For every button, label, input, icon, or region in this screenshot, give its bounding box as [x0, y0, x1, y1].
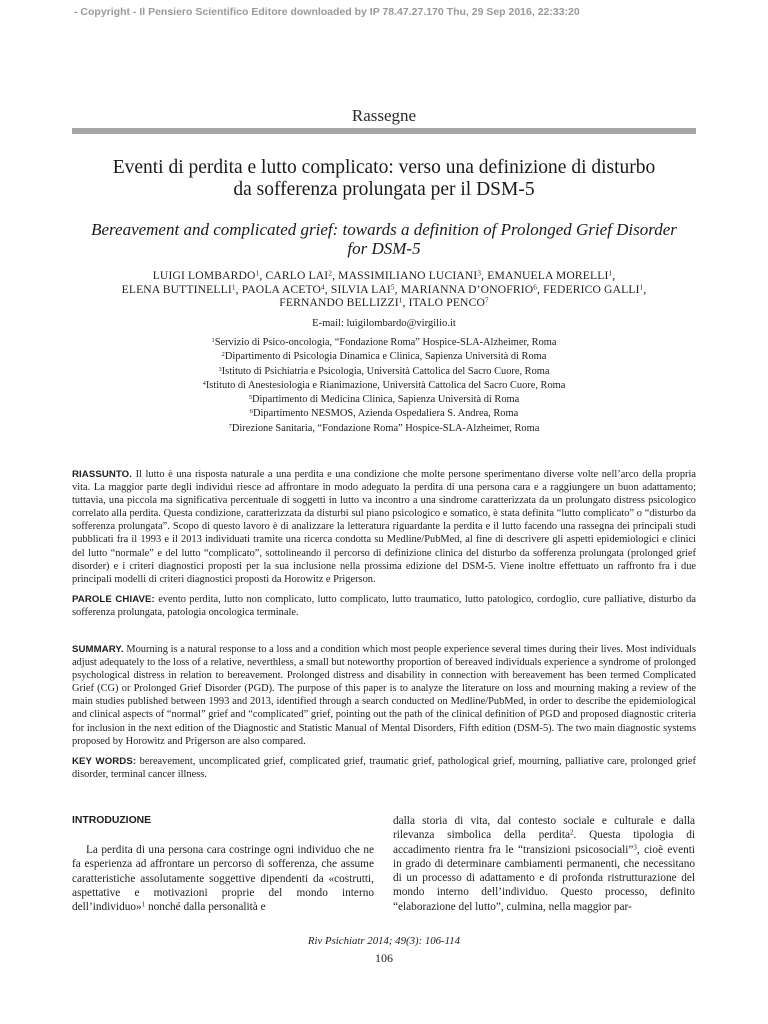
body-text: nonché dalla personalità e [145, 901, 266, 914]
parole-chiave-block [72, 593, 696, 619]
author-name: FERNANDO BELLIZZI [279, 296, 399, 309]
journal-citation: Riv Psichiatr 2014; 49(3): 106-114 [307, 935, 461, 947]
introduzione-heading: INTRODUZIONE [72, 815, 152, 826]
author-affiliation-mark: 5 [390, 282, 395, 291]
title-italian-line: da sofferenza prolungata per il DSM-5 [233, 179, 535, 200]
author-line [72, 269, 696, 283]
affiliation-number: 4 [202, 379, 206, 387]
author-line [72, 283, 696, 297]
body-paragraph [72, 843, 374, 914]
affiliation-item [72, 393, 696, 407]
author-name: CARLO LAI [265, 269, 329, 282]
affiliation-item [72, 379, 696, 393]
affiliation-item [72, 422, 696, 436]
author-affiliation-mark: 1 [231, 282, 236, 291]
reference-mark: 2 [570, 828, 574, 837]
body-text: . Questa tipologia di accadimento rientra fra le “transizioni psicosociali” [393, 829, 695, 856]
author-affiliation-mark: 1 [398, 296, 403, 305]
affiliation-text: Servizio di Psico-oncologia, “Fondazione Roma” Hospice-SLA-Alzheimer, Roma [214, 337, 557, 348]
author-separator: , [537, 282, 544, 296]
author-separator: , [332, 269, 339, 282]
author-affiliation-mark: 7 [484, 296, 489, 305]
author-name: PAOLA ACETO [241, 282, 322, 296]
body-text: , cioè eventi in grado di determinare cambiamenti permanenti, che necessitano di un processo di adattamento e di profonda ristrutturazione del mondo interno dell’individuo. Questo processo, definito “elaborazione del lutto”, culmina, nella maggior par- [393, 843, 696, 913]
copyright-notice: - Copyright - Il Pensiero Scientifico Editore downloaded by IP 78.47.27.170 Thu, 29 Sep 2016, 22:33:20 [74, 6, 580, 18]
affiliation-item [72, 350, 696, 364]
author-name: FEDERICO GALLI [543, 282, 640, 296]
author-affiliation-mark: 1 [255, 269, 260, 278]
body-column-left [72, 843, 374, 914]
parole-chiave-paragraph [72, 593, 696, 619]
affiliation-text: Istituto di Psichiatria e Psicologia, Università Cattolica del Sacro Cuore, Roma [221, 365, 550, 377]
page-number: 106 [375, 951, 393, 965]
affiliation-item [72, 407, 696, 421]
summary-paragraph [72, 643, 696, 748]
key-words-block [72, 755, 696, 781]
author-name: SILVIA LAI [330, 282, 391, 296]
affiliation-number: 5 [248, 393, 252, 401]
author-list [72, 269, 696, 310]
author-affiliation-mark: 1 [639, 282, 644, 291]
author-name: ELENA BUTTINELLI [121, 282, 232, 296]
author-separator: , [324, 282, 331, 296]
riassunto-text: Il lutto è una risposta naturale a una perdita e una condizione che molte persone sperimentano diverse volte nell’arco della propria vita. La maggior parte degli individui riesce ad affrontare in modo adeguato la perdita di una persona cara e a raggiungere un buon adattamento; tuttavia, una piccola ma significativa percentuale di soggetti in lutto va incontro a una sindrome caratterizzata da un prolungato distress psicologico correlato alla perdita. Questa condizione, caratterizzata da disturbi sul piano psicologico e somatico, è stata definita “lutto complicato” o “disturbo da sofferenza prolungata”. Scopo di questo lavoro è di analizzare la letteratura riguardante la perdita e il lutto facendo una rassegna dei principali studi pubblicati fra il 1993 e il 2013 individuati tramite una ricerca condotta su Medline/PubMed, al fine di descrivere gli aspetti epidemiologici e clinici del lutto “normale” e del lutto “complicato”, sottolineando il percorso di definizione clinica del disturbo da sofferenza prolungata (prolonged grief disorder) e i criteri diagnostici proposti per la sua inclusione nella prossima edizione del DSM-5. Viene inoltre effettuato un raffronto fra i due principali modelli di criteri diagnostici proposti da Horowitz e Prigerson. [72, 469, 696, 585]
summary-label: SUMMARY. [72, 644, 124, 655]
riassunto-block [72, 468, 696, 586]
author-line [72, 296, 696, 310]
author-affiliation-mark: 6 [533, 282, 538, 291]
author-name: LUIGI LOMBARDO [152, 269, 256, 282]
body-paragraph [393, 814, 695, 914]
parole-chiave-label: PAROLE CHIAVE: [72, 594, 155, 605]
author-separator: , [394, 282, 401, 296]
key-words-paragraph [72, 755, 696, 781]
author-affiliation-mark: 4 [321, 282, 325, 291]
author-separator: , [612, 269, 616, 282]
summary-block [72, 643, 696, 748]
author-affiliation-mark: 2 [328, 269, 333, 278]
author-name: EMANUELA MORELLI [487, 269, 609, 282]
riassunto-label: RIASSUNTO. [72, 469, 132, 480]
affiliation-number: 6 [249, 408, 253, 416]
title-english-line: for DSM-5 [347, 239, 421, 258]
affiliation-item [72, 336, 696, 350]
author-separator: , [481, 269, 488, 282]
author-separator: , [259, 269, 266, 282]
affiliation-item [72, 365, 696, 379]
reference-mark: 1 [141, 900, 146, 909]
author-name: MASSIMILIANO LUCIANI [338, 269, 478, 282]
key-words-label: KEY WORDS: [72, 756, 137, 767]
affiliation-list [72, 336, 696, 436]
title-italian-line: Eventi di perdita e lutto complicato: verso una definizione di disturbo [112, 157, 656, 178]
author-separator: , [235, 282, 242, 296]
reference-mark: 3 [633, 843, 637, 852]
section-divider [72, 128, 696, 134]
body-text: La perdita di una persona cara costringe ogni individuo che ne fa esperienza ad affrontare un percorso di sofferenza, che assume caratteristiche assolutamente soggettive dipendenti da «costrutti, aspettative e motivazioni proprie del mondo interno dell’individuo» [72, 844, 374, 914]
riassunto-paragraph [72, 468, 696, 586]
author-affiliation-mark: 3 [477, 269, 482, 278]
author-affiliation-mark: 1 [608, 269, 613, 278]
author-name: ITALO PENCO [408, 296, 485, 309]
affiliation-text: Dipartimento di Medicina Clinica, Sapienza Università di Roma [252, 394, 520, 406]
author-separator: , [402, 296, 409, 309]
title-english-line: Bereavement and complicated grief: towards a definition of Prolonged Grief Disorder [91, 220, 677, 239]
contact-email: E-mail: luigilombardo@virgilio.it [312, 318, 456, 329]
article-title-italian [72, 157, 696, 201]
affiliation-number: 3 [218, 365, 222, 373]
author-name: MARIANNA D’ONOFRIO [400, 282, 534, 296]
parole-chiave-text: evento perdita, lutto non complicato, lutto complicato, lutto traumatico, lutto patologico, cordoglio, cure palliative, disturbo da sofferenza prolungata, patologia oncologica terminale. [72, 594, 696, 619]
summary-text: Mourning is a natural response to a loss and a condition which most people experience several times during their lives. Most individuals adjust adequately to the loss of a relative, neverthless, a small but noteworthy proportion of bereaved individuals experience a syndrome of prolonged psychological distress in relation to bereavement. Prolonged distress and disability in connection with bereavement has been termed Complicated Grief (CG) or Prolonged Grief Disorder (PGD). The purpose of this paper is to analyze the literature on loss and mourning making a review of the main studies published between 1993 and 2013, identified through a search conducted on Medline/PubMed, in order to describe the epidemiological and clinical aspects of “normal” grief and “complicated” grief, pointing out the path of the clinical definition of PGD and proposed diagnostic criteria for inclusion in the next edition of the Diagnostic and Statistic Manual of Mental Disorders, Fifth edition (DSM-5). The two main diagnostic systems proposed by Horowitz and Prigerson are also compared. [72, 644, 696, 747]
body-column-right [393, 814, 695, 914]
affiliation-number: 2 [221, 351, 225, 359]
affiliation-text: Direzione Sanitaria, “Fondazione Roma” Hospice-SLA-Alzheimer, Roma [231, 422, 540, 434]
affiliation-text: Istituto di Anestesiologia e Rianimazione, Università Cattolica del Sacro Cuore, Roma [205, 379, 566, 391]
affiliation-number: 7 [228, 422, 232, 430]
affiliation-text: Dipartimento NESMOS, Azienda Ospedaliera S. Andrea, Roma [253, 408, 519, 420]
author-separator: , [643, 282, 647, 296]
section-label: Rassegne [351, 106, 417, 125]
affiliation-number: 1 [211, 336, 215, 344]
article-title-english [72, 220, 696, 258]
body-text: dalla storia di vita, dal contesto sociale e culturale e dalla rilevanza simbolica della perdita [393, 815, 695, 842]
affiliation-text: Dipartimento di Psicologia Dinamica e Clinica, Sapienza Università di Roma [224, 351, 547, 363]
key-words-text: bereavement, uncomplicated grief, complicated grief, traumatic grief, pathological grief, mourning, palliative care, prolonged grief disorder, terminal cancer illness. [72, 756, 696, 781]
